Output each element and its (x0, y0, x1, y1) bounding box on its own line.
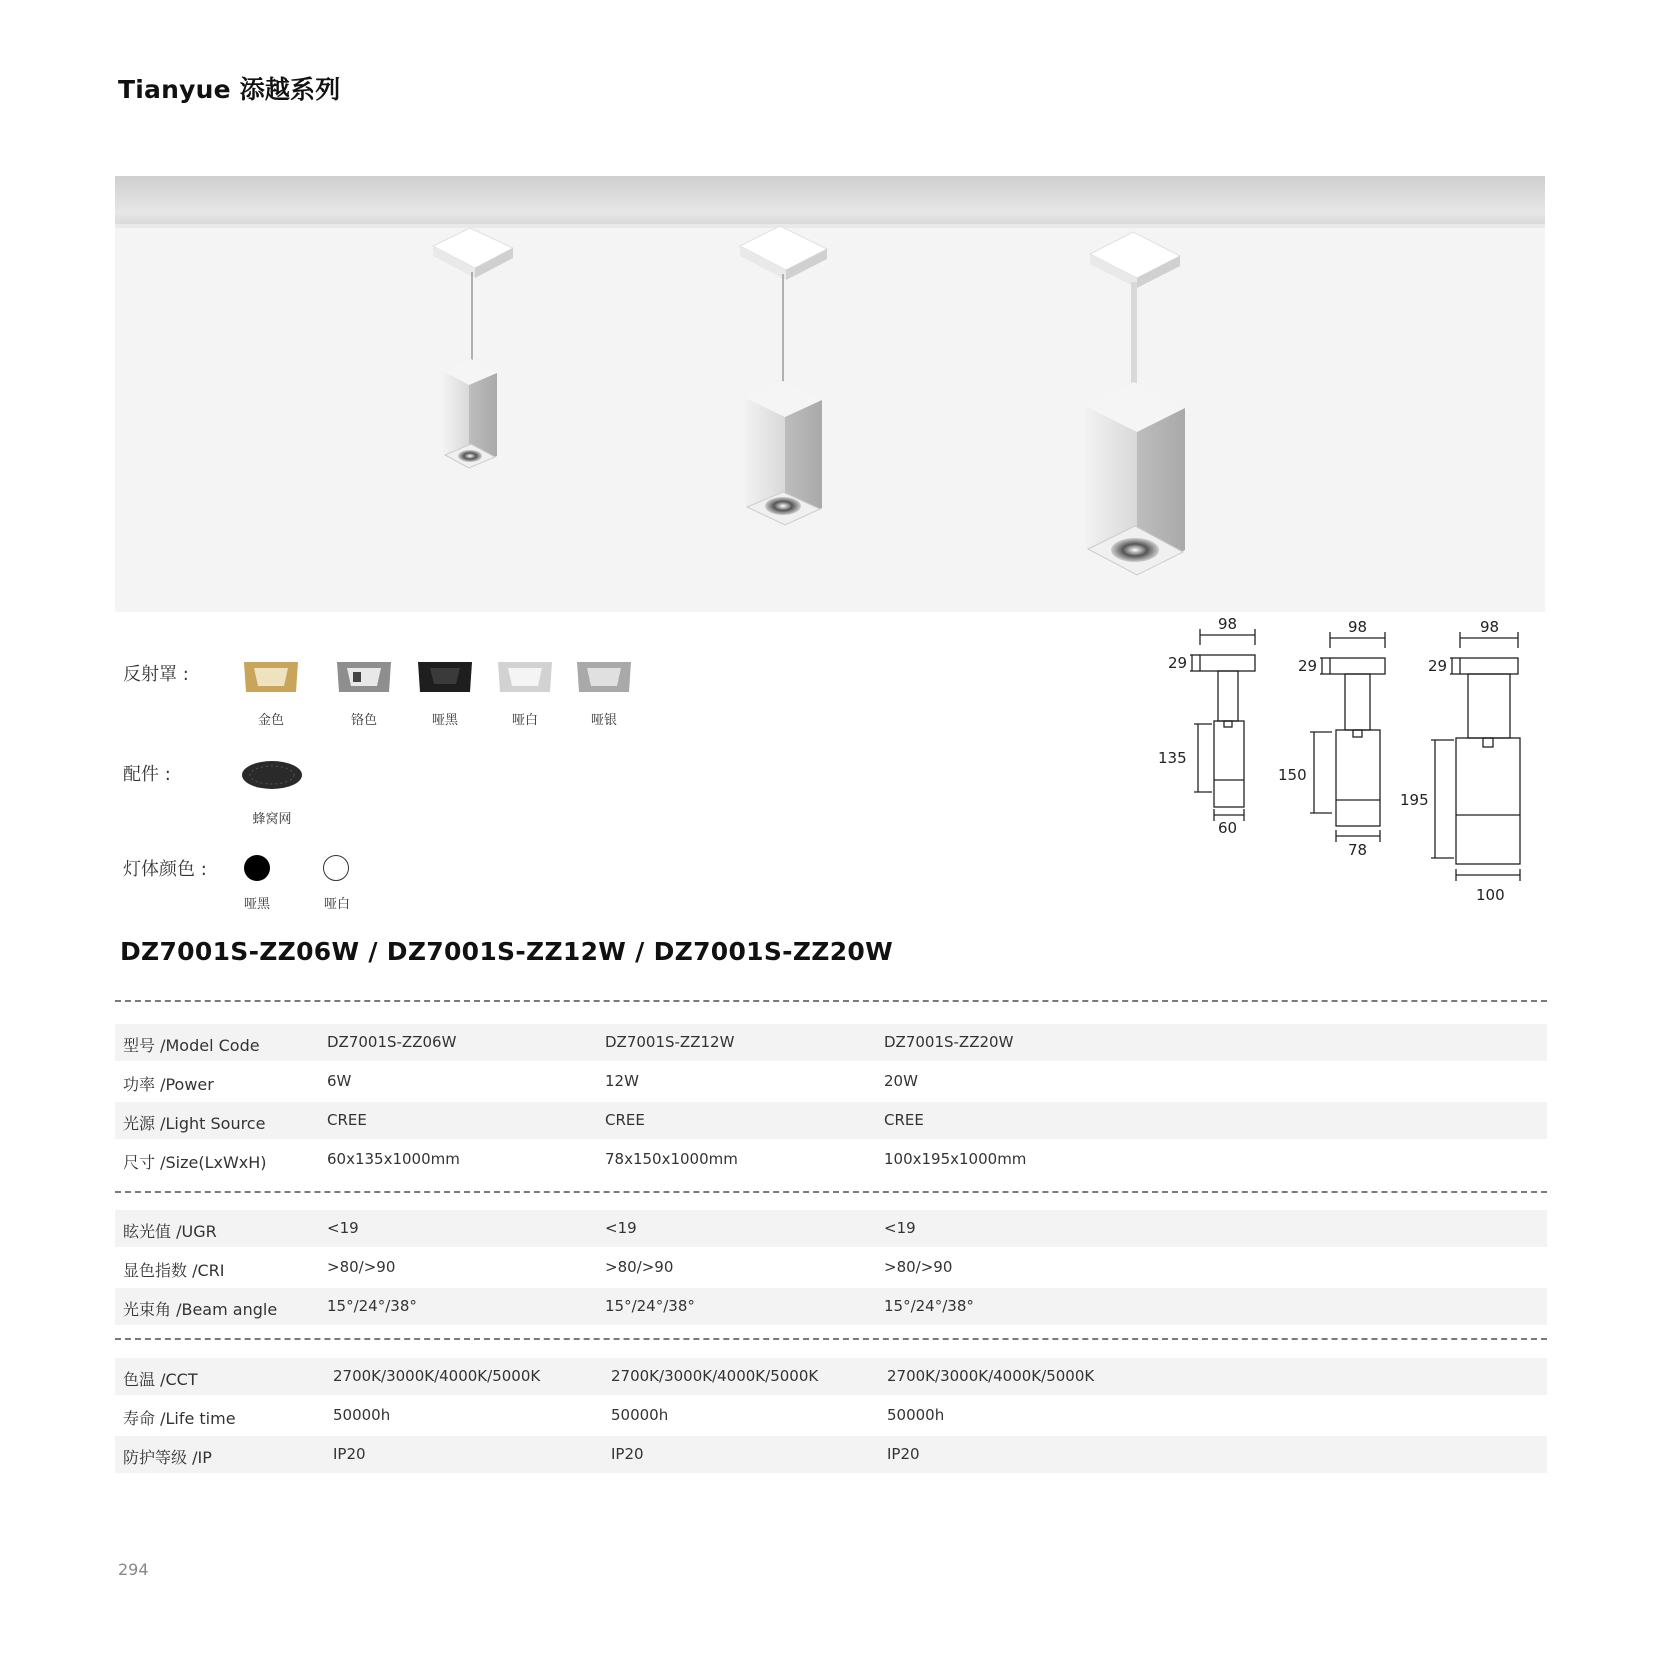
spec-value: CREE (605, 1111, 645, 1129)
dim-large-top: 98 (1480, 618, 1500, 636)
honeycomb-grid-part (240, 758, 304, 792)
dim-medium-top: 98 (1348, 618, 1368, 636)
spec-label: 显色指数 /CRI (123, 1261, 225, 1280)
body-color-white-swatch (323, 855, 349, 881)
spec-label: 型号 /Model Code (123, 1036, 260, 1055)
reflector-gold (240, 656, 302, 698)
dim-large-cap: 29 (1428, 657, 1448, 675)
dim-large-bottom: 100 (1476, 886, 1505, 904)
spec-value: 50000h (333, 1406, 391, 1424)
spec-row (115, 1288, 1547, 1325)
product-hero-image (115, 176, 1545, 612)
dim-small-bottom: 60 (1218, 819, 1238, 837)
spec-value: 78x150x1000mm (605, 1150, 738, 1168)
spec-label: 寿命 /Life time (123, 1409, 236, 1428)
reflector-matte-black-caption: 哑黑 (431, 713, 458, 728)
reflector-label: 反射罩 : (123, 664, 189, 685)
spec-row (115, 1102, 1547, 1139)
series-title: Tianyue 添越系列 (118, 75, 341, 104)
spec-label: 光源 /Light Source (123, 1114, 266, 1133)
reflector-matte-silver-icon (573, 656, 635, 698)
reflector-chrome-caption: 铬色 (350, 713, 377, 728)
spec-value: >80/>90 (605, 1258, 674, 1276)
spec-value: 50000h (887, 1406, 945, 1424)
reflector-matte-white-icon (494, 656, 556, 698)
reflector-matte-white-caption: 哑白 (511, 713, 538, 728)
spec-value: 20W (884, 1072, 918, 1090)
spec-value: IP20 (611, 1445, 644, 1463)
spec-value: CREE (327, 1111, 367, 1129)
spec-value: DZ7001S-ZZ06W (327, 1033, 457, 1051)
spec-value: <19 (605, 1219, 637, 1237)
reflector-chrome-icon (333, 656, 395, 698)
divider (115, 1000, 1547, 1002)
spec-row (115, 1397, 1547, 1434)
spec-value: 12W (605, 1072, 639, 1090)
divider (115, 1191, 1547, 1193)
honeycomb-grid-icon (240, 758, 304, 792)
spec-row (115, 1358, 1547, 1395)
spec-row (115, 1436, 1547, 1473)
spec-value: 15°/24°/38° (884, 1297, 974, 1315)
reflector-matte-black (414, 656, 476, 698)
spec-value: 100x195x1000mm (884, 1150, 1027, 1168)
reflector-matte-silver-caption: 哑银 (590, 713, 617, 728)
reflector-matte-black-icon (414, 656, 476, 698)
dim-medium-bottom: 78 (1348, 841, 1368, 859)
pendant-lamps-illustration (115, 176, 1545, 612)
lamp-large (1085, 232, 1185, 575)
spec-value: >80/>90 (884, 1258, 953, 1276)
lamp-small (433, 228, 513, 468)
spec-value: 15°/24°/38° (605, 1297, 695, 1315)
body-color-label: 灯体颜色 : (123, 859, 207, 880)
reflector-gold-icon (240, 656, 302, 698)
dim-large-height: 195 (1400, 791, 1429, 809)
spec-value: <19 (327, 1219, 359, 1237)
body-color-black-caption: 哑黑 (243, 897, 270, 912)
spec-label: 防护等级 /IP (123, 1448, 212, 1467)
honeycomb-grid-caption: 蜂窝网 (252, 812, 292, 827)
spec-row (115, 1063, 1547, 1100)
spec-row (115, 1210, 1547, 1247)
reflector-chrome (333, 656, 395, 698)
divider (115, 1338, 1547, 1340)
spec-value: 2700K/3000K/4000K/5000K (887, 1367, 1095, 1385)
spec-value: 15°/24°/38° (327, 1297, 417, 1315)
spec-row (115, 1141, 1547, 1178)
spec-value: IP20 (333, 1445, 366, 1463)
reflector-gold-caption: 金色 (257, 713, 284, 728)
dim-small-cap: 29 (1168, 654, 1188, 672)
spec-value: 50000h (611, 1406, 669, 1424)
spec-row (115, 1024, 1547, 1061)
spec-value: <19 (884, 1219, 916, 1237)
spec-value: >80/>90 (327, 1258, 396, 1276)
dim-medium-height: 150 (1278, 766, 1307, 784)
spec-label: 眩光值 /UGR (123, 1222, 217, 1241)
spec-label: 尺寸 /Size(LxWxH) (123, 1153, 267, 1172)
dim-small-height: 135 (1158, 749, 1187, 767)
dim-small-top: 98 (1218, 615, 1238, 633)
dimension-drawings (1150, 615, 1550, 915)
spec-row (115, 1249, 1547, 1286)
spec-value: 2700K/3000K/4000K/5000K (611, 1367, 819, 1385)
spec-label: 色温 /CCT (123, 1370, 198, 1389)
spec-value: 2700K/3000K/4000K/5000K (333, 1367, 541, 1385)
body-color-black-swatch (244, 855, 270, 881)
spec-value: IP20 (887, 1445, 920, 1463)
reflector-matte-white (494, 656, 556, 698)
reflector-matte-silver (573, 656, 635, 698)
spec-value: DZ7001S-ZZ12W (605, 1033, 735, 1051)
spec-value: 6W (327, 1072, 352, 1090)
spec-value: CREE (884, 1111, 924, 1129)
dim-medium-cap: 29 (1298, 657, 1318, 675)
page-number: 294 (118, 1560, 149, 1579)
models-heading: DZ7001S-ZZ06W / DZ7001S-ZZ12W / DZ7001S-ZZ20W (120, 937, 893, 966)
body-color-white-caption: 哑白 (323, 897, 350, 912)
spec-label: 光束角 /Beam angle (123, 1300, 278, 1319)
spec-value: 60x135x1000mm (327, 1150, 460, 1168)
lamp-medium (740, 226, 827, 525)
parts-label: 配件 : (123, 764, 171, 785)
spec-label: 功率 /Power (123, 1075, 214, 1094)
spec-value: DZ7001S-ZZ20W (884, 1033, 1014, 1051)
